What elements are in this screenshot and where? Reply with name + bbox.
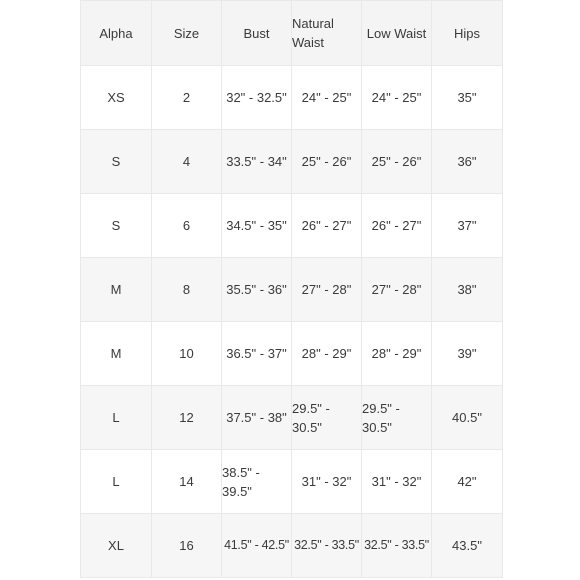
cell-hips: 35" (432, 66, 503, 130)
cell-hips: 42" (432, 450, 503, 514)
cell-bust: 34.5" - 35" (222, 194, 292, 258)
table-row (81, 130, 503, 194)
cell-low-waist: 27" - 28" (362, 258, 432, 322)
cell-alpha: M (81, 322, 152, 386)
cell-bust: 33.5" - 34" (222, 130, 292, 194)
cell-size: 4 (152, 130, 222, 194)
cell-size: 10 (152, 322, 222, 386)
cell-hips: 40.5" (432, 386, 503, 450)
cell-low-waist: 32.5" - 33.5" (362, 514, 432, 578)
cell-bust: 38.5" - 39.5" (222, 450, 292, 514)
cell-natural-waist: 31" - 32" (292, 450, 362, 514)
column-header-alpha: Alpha (81, 1, 152, 66)
table-row (81, 258, 503, 322)
cell-bust: 41.5" - 42.5" (222, 514, 292, 578)
cell-size: 16 (152, 514, 222, 578)
cell-size: 2 (152, 66, 222, 130)
cell-bust: 32" - 32.5" (222, 66, 292, 130)
table-row (81, 514, 503, 578)
cell-natural-waist: 32.5" - 33.5" (292, 514, 362, 578)
cell-natural-waist: 28" - 29" (292, 322, 362, 386)
cell-alpha: XS (81, 66, 152, 130)
cell-natural-waist: 29.5" - 30.5" (292, 386, 362, 450)
cell-natural-waist: 25" - 26" (292, 130, 362, 194)
cell-low-waist: 31" - 32" (362, 450, 432, 514)
cell-natural-waist: 27" - 28" (292, 258, 362, 322)
cell-alpha: XL (81, 514, 152, 578)
cell-alpha: L (81, 450, 152, 514)
cell-hips: 43.5" (432, 514, 503, 578)
cell-low-waist: 29.5" - 30.5" (362, 386, 432, 450)
table-row (81, 322, 503, 386)
cell-hips: 39" (432, 322, 503, 386)
cell-natural-waist: 26" - 27" (292, 194, 362, 258)
cell-alpha: S (81, 194, 152, 258)
column-header-natural-waist: Natural Waist (292, 1, 362, 66)
cell-alpha: L (81, 386, 152, 450)
column-header-low-waist: Low Waist (362, 1, 432, 66)
table-row (81, 386, 503, 450)
table-row (81, 450, 503, 514)
cell-alpha: M (81, 258, 152, 322)
cell-natural-waist: 24" - 25" (292, 66, 362, 130)
table-row (81, 66, 503, 130)
cell-alpha: S (81, 130, 152, 194)
cell-low-waist: 26" - 27" (362, 194, 432, 258)
column-header-bust: Bust (222, 1, 292, 66)
cell-bust: 35.5" - 36" (222, 258, 292, 322)
cell-size: 12 (152, 386, 222, 450)
column-header-size: Size (152, 1, 222, 66)
cell-bust: 36.5" - 37" (222, 322, 292, 386)
cell-low-waist: 24" - 25" (362, 66, 432, 130)
cell-bust: 37.5" - 38" (222, 386, 292, 450)
cell-size: 14 (152, 450, 222, 514)
size-chart-table (80, 0, 503, 578)
cell-hips: 38" (432, 258, 503, 322)
table-row (81, 194, 503, 258)
cell-low-waist: 25" - 26" (362, 130, 432, 194)
column-header-hips: Hips (432, 1, 503, 66)
cell-hips: 37" (432, 194, 503, 258)
cell-low-waist: 28" - 29" (362, 322, 432, 386)
cell-size: 6 (152, 194, 222, 258)
cell-size: 8 (152, 258, 222, 322)
header-row (81, 1, 503, 66)
cell-hips: 36" (432, 130, 503, 194)
